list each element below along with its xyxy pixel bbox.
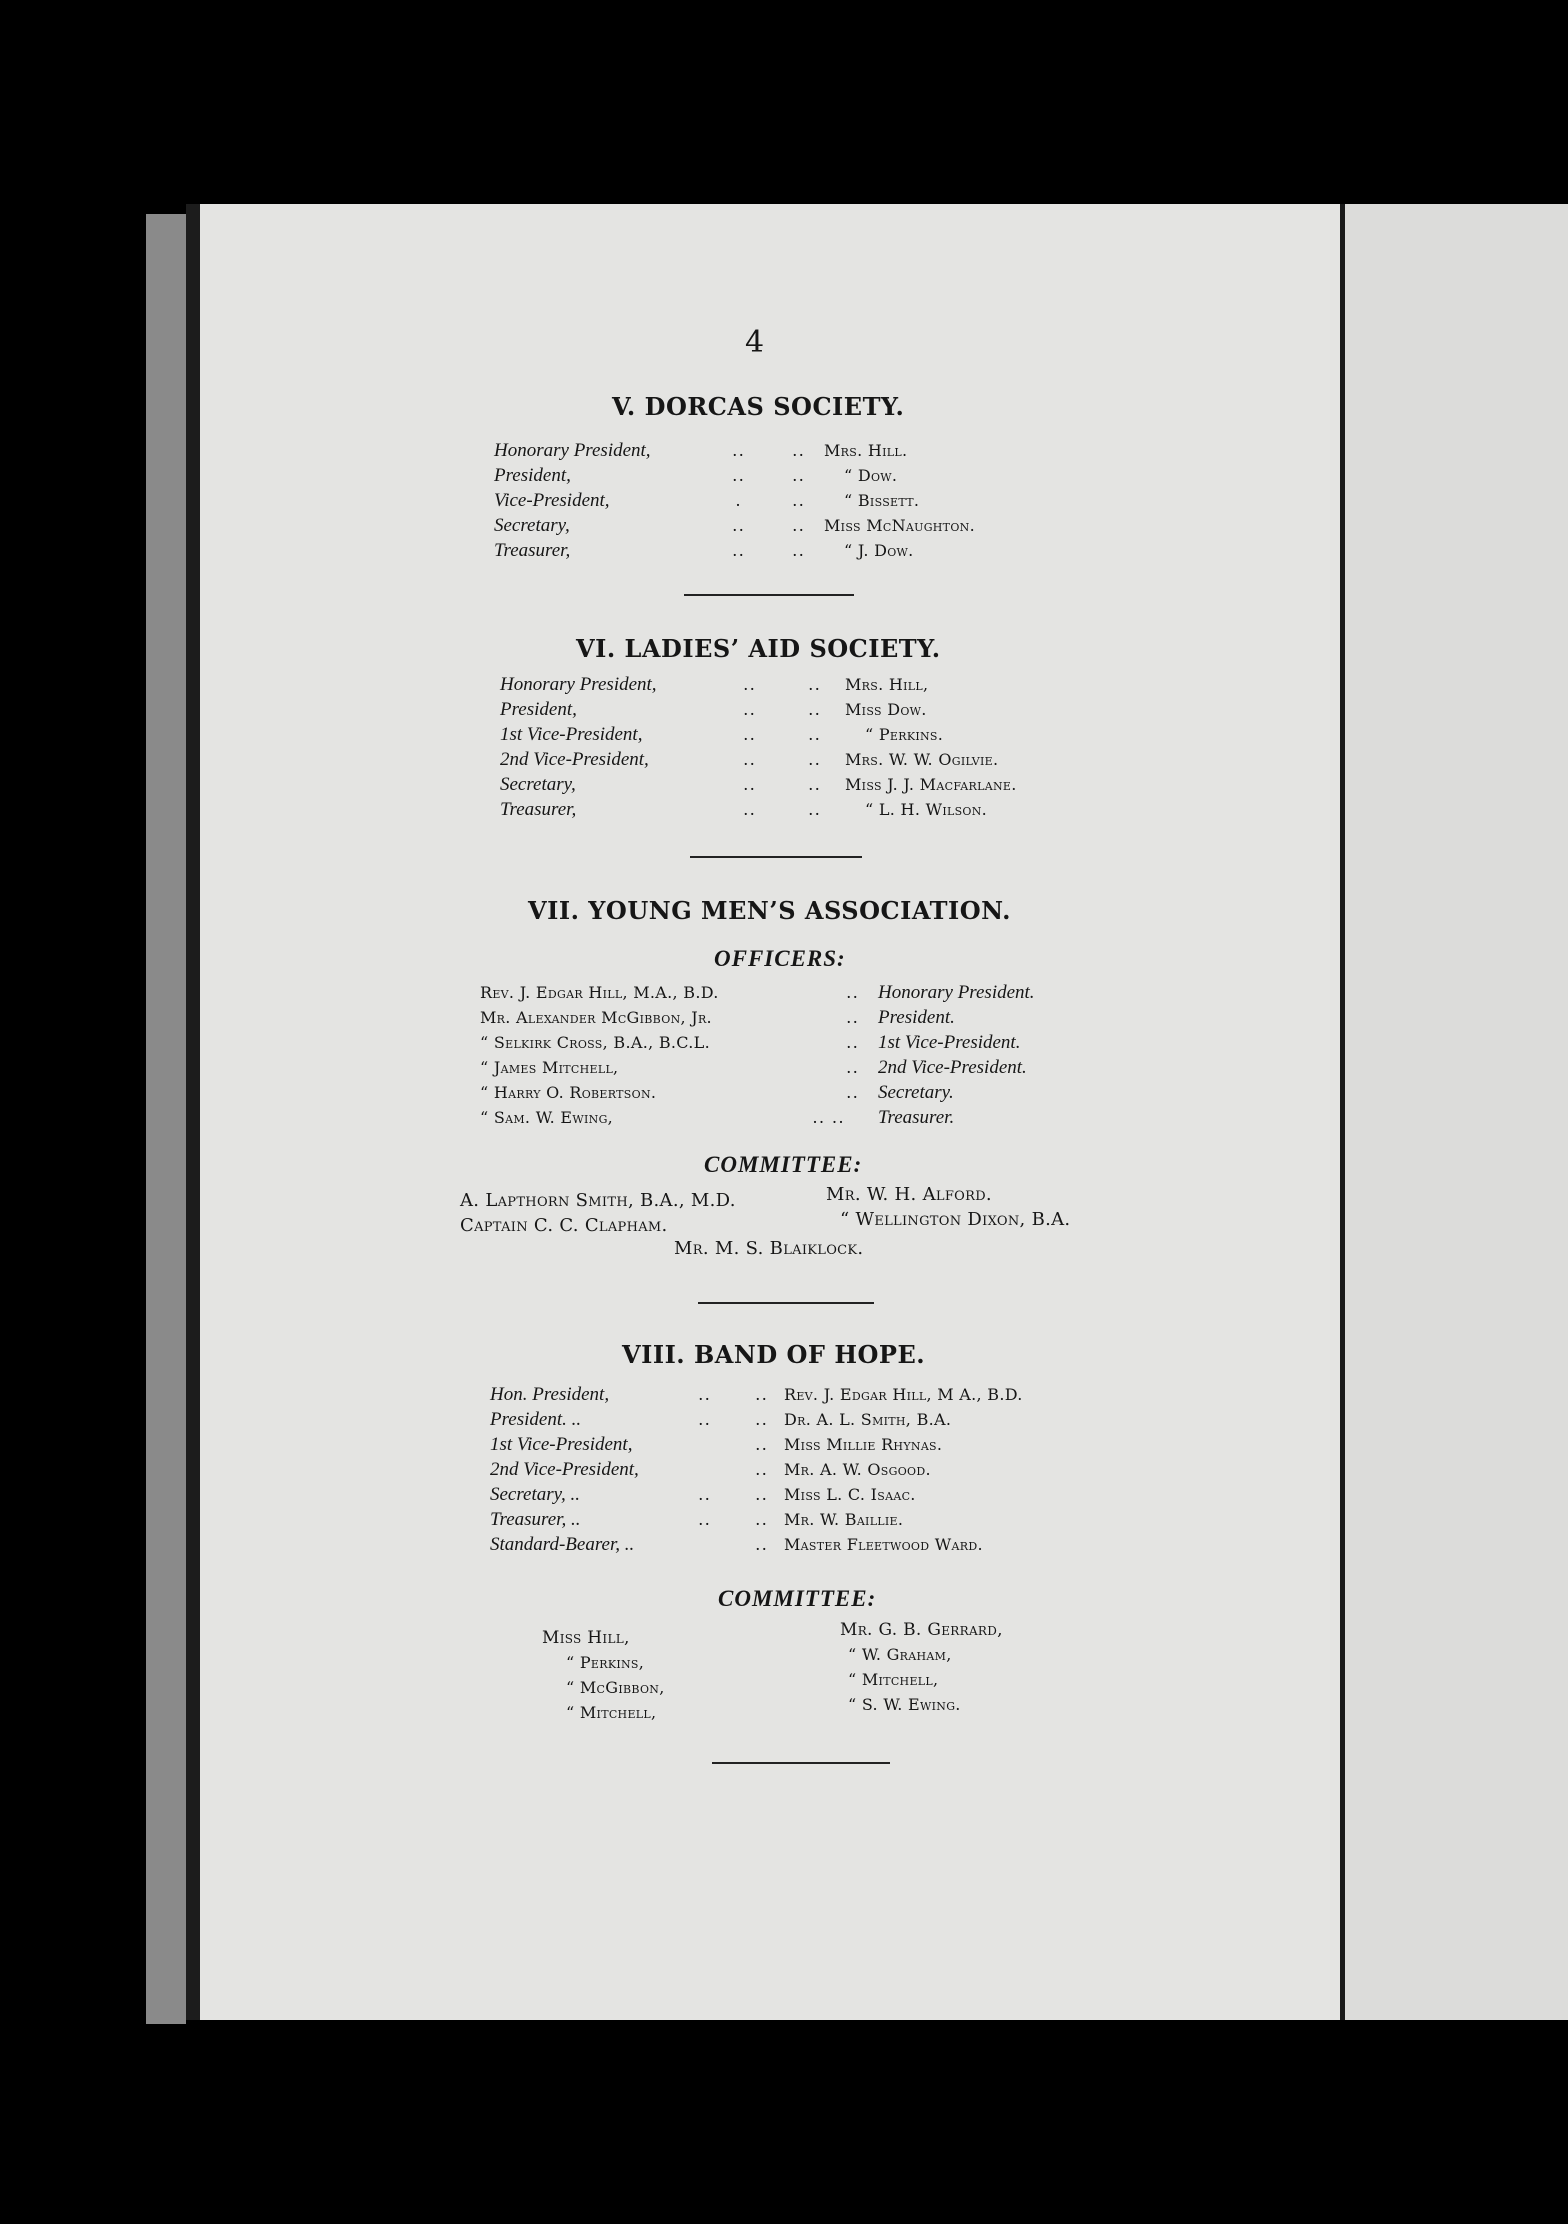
role-label: Secretary. — [878, 1082, 954, 1103]
list-item — [480, 1007, 1035, 1032]
committee-member: “ Perkins, — [566, 1653, 645, 1672]
section-heading-young-mens: VII. YOUNG MEN’S ASSOCIATION. — [528, 896, 1011, 925]
leader-dots: .. — [755, 1434, 769, 1454]
list-item — [494, 440, 975, 465]
officer-name: “ Perkins. — [865, 725, 944, 744]
role-label: Treasurer, — [500, 799, 577, 820]
committee-member: “ W. Graham, — [848, 1645, 952, 1664]
committee-subheading: COMMITTEE: — [718, 1586, 877, 1611]
leader-dots: .. — [846, 1007, 860, 1027]
leader-dots: .. — [808, 799, 822, 819]
officer-name: “ Selkirk Cross, B.A., B.C.L. — [480, 1033, 710, 1052]
role-label: Honorary President, — [494, 440, 651, 461]
officer-name: “ Dow. — [844, 466, 898, 485]
role-label: Standard-Bearer, .. — [490, 1534, 635, 1555]
role-label: Secretary, — [494, 515, 570, 536]
section-divider — [690, 856, 862, 858]
list-item — [490, 1434, 1023, 1459]
officer-name: Mrs. W. W. Ogilvie. — [845, 750, 999, 769]
leader-dots: .. — [755, 1384, 769, 1404]
officer-name: “ James Mitchell, — [480, 1058, 619, 1077]
dorcas-officers-list — [494, 440, 975, 565]
leader-dots: .. — [755, 1459, 769, 1479]
role-label: President. .. — [490, 1409, 582, 1430]
committee-member: “ Mitchell, — [566, 1703, 657, 1722]
back-sheet — [146, 214, 186, 2024]
ladies-aid-officers-list — [500, 674, 1017, 824]
page-number: 4 — [745, 325, 765, 360]
leader-dots: .. — [808, 749, 822, 769]
officer-name: “ Sam. W. Ewing, — [480, 1108, 614, 1127]
leader-dots: .. — [743, 699, 757, 719]
list-item — [500, 699, 1017, 724]
list-item — [494, 515, 975, 540]
young-mens-officers-list — [480, 982, 1035, 1132]
leader-dots: .. — [698, 1509, 712, 1529]
officer-name: “ Bissett. — [844, 491, 920, 510]
list-item — [490, 1384, 1023, 1409]
list-item — [500, 774, 1017, 799]
leader-dots: .. — [792, 515, 806, 535]
officer-name: Miss L. C. Isaac. — [784, 1485, 916, 1504]
officer-name: “ J. Dow. — [844, 541, 914, 560]
committee-member: Mr. W. H. Alford. — [826, 1184, 992, 1205]
role-label: Secretary, — [500, 774, 576, 795]
officer-name: Mr. W. Baillie. — [784, 1510, 904, 1529]
page-edge-shadow — [186, 204, 200, 2020]
officer-name: Miss Dow. — [845, 700, 927, 719]
role-label: Secretary, .. — [490, 1484, 581, 1505]
officer-name: Miss Millie Rhynas. — [784, 1435, 943, 1454]
leader-dots: .. — [743, 774, 757, 794]
leader-dots: . — [735, 490, 743, 510]
young-mens-committee-left — [460, 1190, 736, 1240]
leader-dots: .. — [755, 1534, 769, 1554]
role-label: Treasurer. — [878, 1107, 955, 1128]
leader-dots: .. — [808, 699, 822, 719]
leader-dots: .. — [792, 440, 806, 460]
officer-name: Mrs. Hill. — [824, 441, 908, 460]
committee-member: Mr. G. B. Gerrard, — [840, 1620, 1003, 1640]
list-item — [480, 1082, 1035, 1107]
committee-member: A. Lapthorn Smith, B.A., M.D. — [460, 1190, 736, 1211]
officer-name: “ L. H. Wilson. — [865, 800, 988, 819]
leader-dots: .. — [732, 440, 746, 460]
leader-dots: .. — [743, 749, 757, 769]
list-item — [490, 1509, 1023, 1534]
leader-dots: .. — [808, 674, 822, 694]
role-label: 2nd Vice-President, — [490, 1459, 639, 1480]
list-item — [500, 749, 1017, 774]
leader-dots: .. .. — [812, 1107, 846, 1127]
list-item — [494, 540, 975, 565]
section-heading-band-of-hope: VIII. BAND OF HOPE. — [622, 1340, 926, 1369]
role-label: 1st Vice-President, — [500, 724, 643, 745]
band-of-hope-committee-right — [840, 1620, 1003, 1720]
band-of-hope-officers-list — [490, 1384, 1023, 1559]
list-item — [480, 1107, 1035, 1132]
role-label: 1st Vice-President. — [878, 1032, 1021, 1053]
role-label: 2nd Vice-President, — [500, 749, 649, 770]
role-label: Hon. President, — [490, 1384, 610, 1405]
list-item — [500, 799, 1017, 824]
list-item — [490, 1459, 1023, 1484]
leader-dots: .. — [846, 982, 860, 1002]
section-divider — [712, 1762, 890, 1764]
leader-dots: .. — [792, 465, 806, 485]
leader-dots: .. — [698, 1409, 712, 1429]
role-label: 1st Vice-President, — [490, 1434, 633, 1455]
leader-dots: .. — [732, 540, 746, 560]
leader-dots: .. — [755, 1409, 769, 1429]
officer-name: Dr. A. L. Smith, B.A. — [784, 1410, 952, 1429]
committee-subheading: COMMITTEE: — [704, 1152, 863, 1177]
officer-name: Mr. Alexander McGibbon, Jr. — [480, 1008, 712, 1027]
leader-dots: .. — [792, 540, 806, 560]
officer-name: Miss J. J. Macfarlane. — [845, 775, 1017, 794]
section-heading-ladies-aid: VI. LADIES’ AID SOCIETY. — [576, 634, 941, 663]
leader-dots: .. — [732, 465, 746, 485]
leader-dots: .. — [743, 674, 757, 694]
leader-dots: .. — [698, 1384, 712, 1404]
role-label: Vice-President, — [494, 490, 610, 511]
band-of-hope-committee-left — [542, 1628, 665, 1728]
committee-member: Mr. M. S. Blaiklock. — [674, 1238, 864, 1259]
list-item — [490, 1484, 1023, 1509]
role-label: Honorary President. — [878, 982, 1035, 1003]
list-item — [490, 1409, 1023, 1434]
leader-dots: .. — [743, 799, 757, 819]
leader-dots: .. — [755, 1509, 769, 1529]
role-label: Honorary President, — [500, 674, 657, 695]
list-item — [500, 674, 1017, 699]
role-label: President. — [878, 1007, 955, 1028]
officer-name: Miss McNaughton. — [824, 516, 975, 535]
list-item — [480, 1032, 1035, 1057]
committee-member: “ Wellington Dixon, B.A. — [840, 1209, 1071, 1230]
committee-member: “ McGibbon, — [566, 1678, 665, 1697]
leader-dots: .. — [732, 515, 746, 535]
officer-name: “ Harry O. Robertson. — [480, 1083, 657, 1102]
leader-dots: .. — [808, 724, 822, 744]
officer-name: Mrs. Hill, — [845, 675, 929, 694]
leader-dots: .. — [792, 490, 806, 510]
list-item — [490, 1534, 1023, 1559]
role-label: Treasurer, — [494, 540, 571, 561]
committee-member: Miss Hill, — [542, 1628, 630, 1648]
leader-dots: .. — [698, 1484, 712, 1504]
list-item — [480, 1057, 1035, 1082]
list-item — [494, 465, 975, 490]
young-mens-committee-right — [826, 1184, 1070, 1234]
list-item — [494, 490, 975, 515]
leader-dots: .. — [755, 1484, 769, 1504]
officer-name: Mr. A. W. Osgood. — [784, 1460, 931, 1479]
committee-member: “ S. W. Ewing. — [848, 1695, 961, 1714]
role-label: Treasurer, .. — [490, 1509, 581, 1530]
role-label: 2nd Vice-President. — [878, 1057, 1027, 1078]
list-item — [480, 982, 1035, 1007]
committee-member: Captain C. C. Clapham. — [460, 1215, 668, 1236]
section-divider — [698, 1302, 874, 1304]
officer-name: Rev. J. Edgar Hill, M A., B.D. — [784, 1385, 1023, 1404]
leader-dots: .. — [846, 1057, 860, 1077]
committee-member: “ Mitchell, — [848, 1670, 939, 1689]
officers-subheading: OFFICERS: — [714, 946, 846, 971]
leader-dots: .. — [808, 774, 822, 794]
section-divider — [684, 594, 854, 596]
officer-name: Rev. J. Edgar Hill, M.A., B.D. — [480, 983, 719, 1002]
section-heading-dorcas: V. DORCAS SOCIETY. — [612, 392, 905, 421]
leader-dots: .. — [846, 1032, 860, 1052]
role-label: President, — [494, 465, 571, 486]
list-item — [500, 724, 1017, 749]
role-label: President, — [500, 699, 577, 720]
officer-name: Master Fleetwood Ward. — [784, 1535, 983, 1554]
leader-dots: .. — [846, 1082, 860, 1102]
leader-dots: .. — [743, 724, 757, 744]
facing-page-edge — [1345, 204, 1568, 2020]
